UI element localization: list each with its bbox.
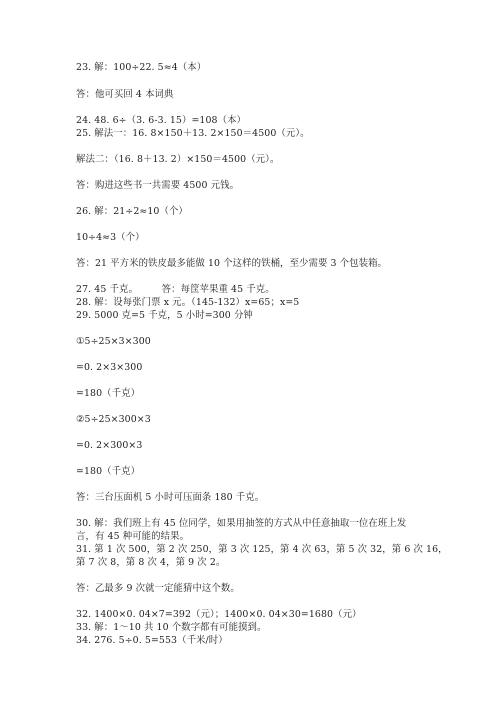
answer-line: =0. 2×3×300 [76,362,143,373]
answer-line: 31. 第 1 次 500，第 2 次 250，第 3 次 125，第 4 次 63，第 5 次 32，第 6 次 16， [76,544,448,555]
answer-line: ②5÷25×300×3 [76,414,151,425]
answer-line: 27. 45 千克。 答：每筐苹果重 45 千克。 [76,284,275,295]
answer-line: 26. 解：21÷2≈10（个） [76,206,188,217]
answer-line: 答：他可买回 4 本词典 [76,89,174,100]
answer-line: 言，有 45 种可能的结果。 [76,531,190,542]
answer-line: 答：乙最多 9 次就一定能猜中这个数。 [76,583,240,594]
answer-line: 24. 48. 6÷（3. 6-3. 15）=108（本） [76,115,247,126]
answer-line: 第 7 次 8，第 8 次 4，第 9 次 2。 [76,557,226,568]
answer-line: 答：21 平方米的铁皮最多能做 10 个这样的铁桶，至少需要 3 个包装箱。 [76,258,388,269]
answer-line: 答：三台压面机 5 小时可压面条 180 千克。 [76,492,265,503]
answer-line: 29. 5000 克=5 千克，5 小时=300 分钟 [76,310,253,321]
answer-line: =180（千克） [76,466,141,477]
answer-line: 30. 解：我们班上有 45 位同学，如果用抽签的方式从中任意抽取一位在班上发 [76,518,407,529]
answer-line: 25. 解法一：16. 8×150＋13. 2×150＝4500（元）。 [76,128,310,139]
answer-line: 33. 解：1～10 共 10 个数字都有可能摸到。 [76,622,267,633]
answer-line: 答：购进这些书一共需要 4500 元钱。 [76,180,240,191]
answer-line: 34. 276. 5÷0. 5=553（千米/时） [76,635,228,646]
answer-line: 32. 1400×0. 04×7=392（元）；1400×0. 04×30=1680（元） [76,609,362,620]
answer-line: ①5÷25×3×300 [76,336,151,347]
answer-line: =180（千克） [76,388,141,399]
answer-line: =0. 2×300×3 [76,440,143,451]
answer-line: 23. 解：100÷22. 5≈4（本） [76,62,207,73]
answer-line: 解法二：（16. 8＋13. 2）×150＝4500（元）。 [76,154,280,165]
answer-line: 28. 解：设每张门票 x 元。（145-132）x=65；x=5 [76,297,300,308]
answer-line: 10÷4≈3（个） [76,232,145,243]
